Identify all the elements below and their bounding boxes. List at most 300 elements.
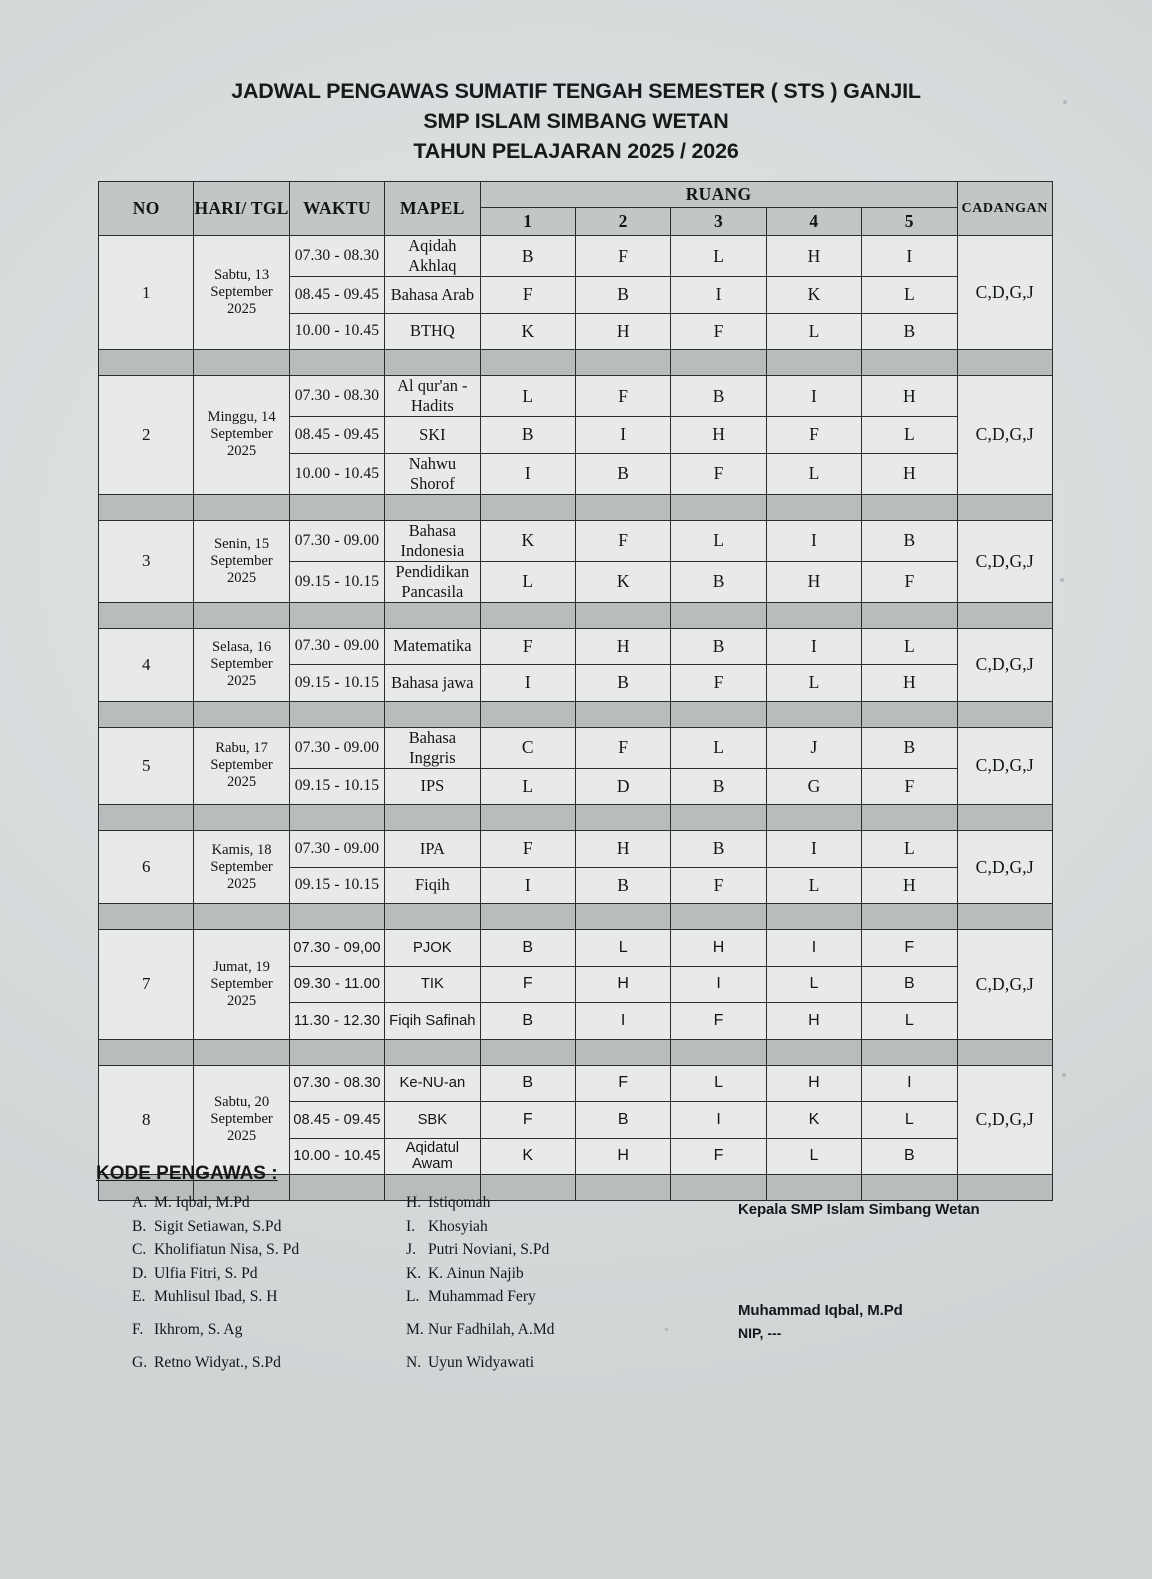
- table-spacer-row: [99, 805, 1053, 831]
- legend-column-left: [132, 1191, 299, 1374]
- legend-item: [132, 1318, 299, 1342]
- cell-room-1: F: [480, 966, 575, 1003]
- spacer-cell: [480, 494, 575, 520]
- legend-item: [132, 1351, 299, 1375]
- spacer-cell: [862, 494, 957, 520]
- legend-item-name: Nur Fadhilah, A.Md: [428, 1320, 555, 1338]
- legend-item: [406, 1285, 554, 1309]
- cell-room-4: I: [766, 520, 861, 561]
- cell-room-3: F: [671, 867, 766, 904]
- table-row: [99, 520, 1053, 561]
- cell-time: 07.30 - 08.30: [289, 236, 384, 277]
- cell-room-5: B: [862, 520, 957, 561]
- cell-no: 2: [99, 376, 194, 495]
- schedule-table: [98, 181, 1053, 1201]
- spacer-cell: [862, 602, 957, 628]
- cell-room-4: J: [766, 727, 861, 768]
- cell-room-3: L: [671, 727, 766, 768]
- legend-item-name: Sigit Setiawan, S.Pd: [154, 1217, 282, 1235]
- spacer-cell: [575, 350, 670, 376]
- cell-subject: Fiqih Safinah: [385, 1003, 480, 1040]
- cell-room-2: B: [575, 1102, 670, 1139]
- scan-speck: [665, 1328, 668, 1331]
- cell-subject: PJOK: [385, 930, 480, 967]
- cell-time: 07.30 - 08.30: [289, 1065, 384, 1102]
- cell-room-3: L: [671, 236, 766, 277]
- cell-room-1: F: [480, 277, 575, 314]
- cell-subject: Fiqih: [385, 867, 480, 904]
- document-title-block: [0, 0, 1152, 166]
- date-label: September 2025: [210, 552, 273, 586]
- legend-item-code: G.: [132, 1353, 148, 1371]
- cell-room-4: I: [766, 628, 861, 665]
- header-room-1: 1: [480, 208, 575, 236]
- cell-room-1: B: [480, 417, 575, 454]
- cell-subject: SBK: [385, 1102, 480, 1139]
- cell-room-3: L: [671, 520, 766, 561]
- cell-room-5: B: [862, 1138, 957, 1175]
- cell-reserve: C,D,G,J: [957, 376, 1052, 495]
- cell-room-1: B: [480, 1065, 575, 1102]
- spacer-cell: [289, 701, 384, 727]
- spacer-cell: [99, 1039, 194, 1065]
- cell-room-2: I: [575, 417, 670, 454]
- cell-subject: Bahasa jawa: [385, 665, 480, 702]
- cell-room-2: B: [575, 453, 670, 494]
- cell-room-1: B: [480, 1003, 575, 1040]
- legend-item: [132, 1238, 299, 1262]
- cell-subject: Aqidatul Awam: [385, 1138, 480, 1175]
- title-line-1: JADWAL PENGAWAS SUMATIF TENGAH SEMESTER ( STS ) GANJIL: [231, 79, 921, 103]
- cell-subject: TIK: [385, 966, 480, 1003]
- legend-item: [406, 1215, 554, 1239]
- signature-heading: Kepala SMP Islam Simbang Wetan: [738, 1201, 980, 1218]
- spacer-cell: [480, 1039, 575, 1065]
- cell-room-4: F: [766, 417, 861, 454]
- scan-speck: [1060, 578, 1064, 582]
- cell-room-2: H: [575, 628, 670, 665]
- cell-room-3: H: [671, 930, 766, 967]
- cell-room-1: L: [480, 768, 575, 805]
- cell-room-5: B: [862, 966, 957, 1003]
- spacer-cell: [575, 494, 670, 520]
- spacer-cell: [99, 350, 194, 376]
- date-label: September 2025: [210, 858, 273, 892]
- cell-no: 6: [99, 831, 194, 904]
- cell-no: 5: [99, 727, 194, 805]
- cell-room-5: F: [862, 561, 957, 602]
- cell-subject: Pendidikan Pancasila: [385, 561, 480, 602]
- cell-room-5: H: [862, 665, 957, 702]
- legend-item-name: Kholifiatun Nisa, S. Pd: [154, 1241, 300, 1259]
- cell-day-date: [194, 930, 289, 1040]
- cell-room-1: I: [480, 665, 575, 702]
- cell-room-2: F: [575, 236, 670, 277]
- cell-time: 09.15 - 10.15: [289, 561, 384, 602]
- legend-item-code: M.: [406, 1320, 424, 1338]
- header-room-5: 5: [862, 208, 957, 236]
- cell-room-1: F: [480, 1102, 575, 1139]
- cell-room-1: K: [480, 313, 575, 350]
- legend-item-name: Putri Noviani, S.Pd: [428, 1241, 550, 1259]
- cell-time: 09.30 - 11.00: [289, 966, 384, 1003]
- day-label: Jumat, 19: [213, 958, 270, 975]
- cell-room-2: H: [575, 1138, 670, 1175]
- spacer-cell: [766, 805, 861, 831]
- cell-room-3: L: [671, 1065, 766, 1102]
- legend-item-code: A.: [132, 1194, 148, 1211]
- cell-time: 07.30 - 09.00: [289, 628, 384, 665]
- legend-item-code: H.: [406, 1194, 422, 1211]
- cell-room-4: H: [766, 1003, 861, 1040]
- spacer-cell: [385, 350, 480, 376]
- cell-room-3: B: [671, 831, 766, 868]
- cell-time: 10.00 - 10.45: [289, 1138, 384, 1175]
- cell-time: 09.15 - 10.15: [289, 867, 384, 904]
- cell-room-3: F: [671, 665, 766, 702]
- cell-time: 10.00 - 10.45: [289, 313, 384, 350]
- spacer-cell: [99, 701, 194, 727]
- table-row: [99, 727, 1053, 768]
- cell-no: 7: [99, 930, 194, 1040]
- legend-item-code: J.: [406, 1241, 416, 1259]
- cell-room-1: F: [480, 628, 575, 665]
- legend-item-name: M. Iqbal, M.Pd: [154, 1194, 250, 1211]
- cell-room-2: I: [575, 1003, 670, 1040]
- spacer-cell: [194, 904, 289, 930]
- table-row: [99, 236, 1053, 277]
- legend-item-code: N.: [406, 1353, 422, 1371]
- cell-time: 10.00 - 10.45: [289, 453, 384, 494]
- cell-subject: Aqidah Akhlaq: [385, 236, 480, 277]
- cell-day-date: [194, 520, 289, 602]
- legend-item-name: K. Ainun Najib: [428, 1264, 524, 1282]
- cell-reserve: C,D,G,J: [957, 1065, 1052, 1175]
- cell-no: 1: [99, 236, 194, 350]
- scan-speck: [1063, 100, 1067, 104]
- cell-room-2: H: [575, 313, 670, 350]
- spacer-cell: [671, 805, 766, 831]
- cell-room-5: H: [862, 453, 957, 494]
- cell-time: 07.30 - 09.00: [289, 727, 384, 768]
- cell-room-1: F: [480, 831, 575, 868]
- spacer-cell: [480, 602, 575, 628]
- legend-item-code: C.: [132, 1241, 147, 1259]
- cell-room-1: B: [480, 236, 575, 277]
- cell-room-3: B: [671, 768, 766, 805]
- cell-no: 8: [99, 1065, 194, 1175]
- cell-room-5: L: [862, 1003, 957, 1040]
- cell-room-3: F: [671, 1138, 766, 1175]
- cell-room-2: B: [575, 277, 670, 314]
- legend-item-code: B.: [132, 1217, 147, 1235]
- spacer-cell: [99, 602, 194, 628]
- schedule-table-container: [98, 181, 1053, 1201]
- cell-room-2: D: [575, 768, 670, 805]
- cell-day-date: [194, 236, 289, 350]
- legend-item-code: F.: [132, 1320, 144, 1338]
- spacer-cell: [99, 805, 194, 831]
- day-label: Senin, 15: [214, 535, 270, 552]
- title-line-3: TAHUN PELAJARAN 2025 / 2026: [413, 139, 739, 163]
- signature-name: Muhammad Iqbal, M.Pd: [738, 1302, 903, 1319]
- header-room-group: RUANG: [480, 182, 957, 208]
- legend-item-name: Ulfia Fitri, S. Pd: [154, 1264, 258, 1282]
- date-label: September 2025: [210, 1111, 273, 1145]
- cell-room-4: L: [766, 867, 861, 904]
- cell-subject: BTHQ: [385, 313, 480, 350]
- table-body: [99, 236, 1053, 1201]
- header-room-4: 4: [766, 208, 861, 236]
- spacer-cell: [671, 350, 766, 376]
- cell-room-3: I: [671, 1102, 766, 1139]
- legend-item-code: I.: [406, 1217, 416, 1235]
- cell-reserve: C,D,G,J: [957, 236, 1052, 350]
- cell-room-1: B: [480, 930, 575, 967]
- date-label: September 2025: [210, 284, 273, 317]
- legend-item: [406, 1318, 554, 1342]
- header-day-date: HARI/ TGL: [194, 182, 289, 236]
- cell-room-2: F: [575, 520, 670, 561]
- cell-time: 11.30 - 12.30: [289, 1003, 384, 1040]
- header-room-2: 2: [575, 208, 670, 236]
- header-reserve: CADANGAN: [957, 182, 1052, 236]
- header-subject: MAPEL: [385, 182, 480, 236]
- spacer-cell: [289, 1039, 384, 1065]
- legend-item-code: L.: [406, 1288, 420, 1306]
- cell-day-date: [194, 1065, 289, 1175]
- cell-subject: Bahasa Inggris: [385, 727, 480, 768]
- cell-room-5: F: [862, 768, 957, 805]
- cell-room-2: H: [575, 831, 670, 868]
- cell-room-2: H: [575, 966, 670, 1003]
- table-spacer-row: [99, 602, 1053, 628]
- cell-room-5: B: [862, 313, 957, 350]
- cell-day-date: [194, 831, 289, 904]
- spacer-cell: [99, 494, 194, 520]
- spacer-cell: [862, 904, 957, 930]
- title-line-2: SMP ISLAM SIMBANG WETAN: [423, 109, 729, 133]
- cell-room-2: K: [575, 561, 670, 602]
- cell-room-3: B: [671, 628, 766, 665]
- date-label: September 2025: [210, 656, 273, 689]
- cell-no: 3: [99, 520, 194, 602]
- spacer-cell: [862, 1039, 957, 1065]
- signature-block: [738, 1201, 980, 1341]
- cell-room-5: I: [862, 236, 957, 277]
- cell-room-4: K: [766, 277, 861, 314]
- spacer-cell: [671, 1039, 766, 1065]
- spacer-cell: [766, 602, 861, 628]
- spacer-cell: [385, 904, 480, 930]
- spacer-cell: [194, 701, 289, 727]
- cell-room-5: L: [862, 831, 957, 868]
- legend-item-name: Khosyiah: [428, 1217, 488, 1235]
- spacer-cell: [289, 904, 384, 930]
- cell-room-2: F: [575, 1065, 670, 1102]
- table-spacer-row: [99, 904, 1053, 930]
- spacer-cell: [575, 1039, 670, 1065]
- table-row: [99, 376, 1053, 417]
- spacer-cell: [575, 904, 670, 930]
- spacer-cell: [766, 494, 861, 520]
- header-room-3: 3: [671, 208, 766, 236]
- cell-room-2: F: [575, 727, 670, 768]
- cell-room-4: H: [766, 1065, 861, 1102]
- cell-subject: IPA: [385, 831, 480, 868]
- day-label: Kamis, 18: [211, 841, 272, 858]
- spacer-cell: [957, 701, 1052, 727]
- legend-item-code: K.: [406, 1264, 422, 1282]
- cell-subject: Matematika: [385, 628, 480, 665]
- legend-item-name: Retno Widyat., S.Pd: [154, 1353, 281, 1371]
- spacer-cell: [194, 494, 289, 520]
- cell-time: 07.30 - 09.00: [289, 831, 384, 868]
- cell-subject: Nahwu Shorof: [385, 453, 480, 494]
- cell-room-1: K: [480, 520, 575, 561]
- legend-item: [132, 1285, 299, 1309]
- legend-item-code: D.: [132, 1264, 148, 1282]
- spacer-cell: [385, 1039, 480, 1065]
- spacer-cell: [671, 602, 766, 628]
- legend-item: [406, 1262, 554, 1286]
- cell-room-3: B: [671, 561, 766, 602]
- cell-room-4: I: [766, 930, 861, 967]
- cell-room-1: C: [480, 727, 575, 768]
- spacer-cell: [862, 805, 957, 831]
- cell-room-1: K: [480, 1138, 575, 1175]
- legend-item-code: E.: [132, 1288, 146, 1306]
- cell-time: 08.45 - 09.45: [289, 277, 384, 314]
- cell-room-2: F: [575, 376, 670, 417]
- date-label: September 2025: [210, 426, 273, 460]
- legend-item: [132, 1215, 299, 1239]
- legend-title: KODE PENGAWAS :: [96, 1163, 278, 1184]
- spacer-cell: [575, 701, 670, 727]
- spacer-cell: [575, 602, 670, 628]
- cell-reserve: C,D,G,J: [957, 831, 1052, 904]
- day-label: Rabu, 17: [215, 740, 268, 757]
- cell-no: 4: [99, 628, 194, 701]
- spacer-cell: [385, 805, 480, 831]
- table-spacer-row: [99, 494, 1053, 520]
- cell-room-5: F: [862, 930, 957, 967]
- cell-room-4: K: [766, 1102, 861, 1139]
- day-label: Sabtu, 13: [214, 267, 270, 283]
- legend-item: [406, 1351, 554, 1375]
- spacer-cell: [480, 350, 575, 376]
- cell-day-date: [194, 727, 289, 805]
- cell-room-1: L: [480, 376, 575, 417]
- spacer-cell: [480, 805, 575, 831]
- spacer-cell: [99, 904, 194, 930]
- spacer-cell: [766, 350, 861, 376]
- cell-subject: SKI: [385, 417, 480, 454]
- cell-room-5: L: [862, 1102, 957, 1139]
- cell-room-5: H: [862, 376, 957, 417]
- table-spacer-row: [99, 350, 1053, 376]
- cell-room-4: H: [766, 561, 861, 602]
- cell-reserve: C,D,G,J: [957, 727, 1052, 805]
- spacer-cell: [289, 805, 384, 831]
- legend-item: [406, 1191, 554, 1215]
- cell-time: 07.30 - 09,00: [289, 930, 384, 967]
- cell-time: 09.15 - 10.15: [289, 768, 384, 805]
- scan-speck: [1062, 1073, 1066, 1077]
- cell-day-date: [194, 376, 289, 495]
- cell-room-1: I: [480, 453, 575, 494]
- cell-room-4: L: [766, 453, 861, 494]
- day-label: Sabtu, 20: [214, 1094, 270, 1111]
- spacer-cell: [957, 904, 1052, 930]
- cell-room-4: I: [766, 376, 861, 417]
- signature-nip: NIP, ---: [738, 1325, 782, 1341]
- spacer-cell: [194, 1039, 289, 1065]
- cell-room-2: B: [575, 665, 670, 702]
- date-label: September 2025: [210, 975, 273, 1009]
- cell-room-3: F: [671, 313, 766, 350]
- day-label: Selasa, 16: [211, 639, 272, 655]
- cell-time: 09.15 - 10.15: [289, 665, 384, 702]
- cell-room-3: I: [671, 966, 766, 1003]
- cell-room-2: B: [575, 867, 670, 904]
- cell-day-date: [194, 628, 289, 701]
- cell-subject: Bahasa Arab: [385, 277, 480, 314]
- cell-room-5: H: [862, 867, 957, 904]
- spacer-cell: [671, 904, 766, 930]
- legend-item-name: Istiqomah: [428, 1194, 491, 1211]
- cell-room-4: H: [766, 236, 861, 277]
- spacer-cell: [862, 350, 957, 376]
- cell-room-4: L: [766, 665, 861, 702]
- cell-room-5: L: [862, 628, 957, 665]
- spacer-cell: [766, 701, 861, 727]
- spacer-cell: [575, 805, 670, 831]
- cell-room-2: L: [575, 930, 670, 967]
- legend-item-name: Ikhrom, S. Ag: [154, 1320, 243, 1338]
- cell-subject: Bahasa Indonesia: [385, 520, 480, 561]
- cell-subject: Ke-NU-an: [385, 1065, 480, 1102]
- date-label: September 2025: [210, 757, 273, 791]
- spacer-cell: [766, 904, 861, 930]
- spacer-cell: [194, 350, 289, 376]
- spacer-cell: [957, 350, 1052, 376]
- cell-time: 07.30 - 09.00: [289, 520, 384, 561]
- table-spacer-row: [99, 701, 1053, 727]
- spacer-cell: [194, 602, 289, 628]
- cell-reserve: C,D,G,J: [957, 520, 1052, 602]
- table-row: [99, 930, 1053, 967]
- spacer-cell: [862, 701, 957, 727]
- cell-time: 08.45 - 09.45: [289, 417, 384, 454]
- spacer-cell: [480, 701, 575, 727]
- legend-item-name: Uyun Widyawati: [428, 1353, 535, 1371]
- table-row: [99, 628, 1053, 665]
- cell-reserve: C,D,G,J: [957, 628, 1052, 701]
- spacer-cell: [957, 805, 1052, 831]
- legend-item-name: Muhlisul Ibad, S. H: [154, 1288, 278, 1306]
- cell-room-4: L: [766, 1138, 861, 1175]
- cell-room-1: I: [480, 867, 575, 904]
- cell-room-4: L: [766, 313, 861, 350]
- day-label: Minggu, 14: [207, 409, 276, 426]
- cell-room-5: L: [862, 417, 957, 454]
- spacer-cell: [385, 701, 480, 727]
- table-spacer-row: [99, 1039, 1053, 1065]
- cell-room-3: H: [671, 417, 766, 454]
- spacer-cell: [671, 701, 766, 727]
- spacer-cell: [289, 494, 384, 520]
